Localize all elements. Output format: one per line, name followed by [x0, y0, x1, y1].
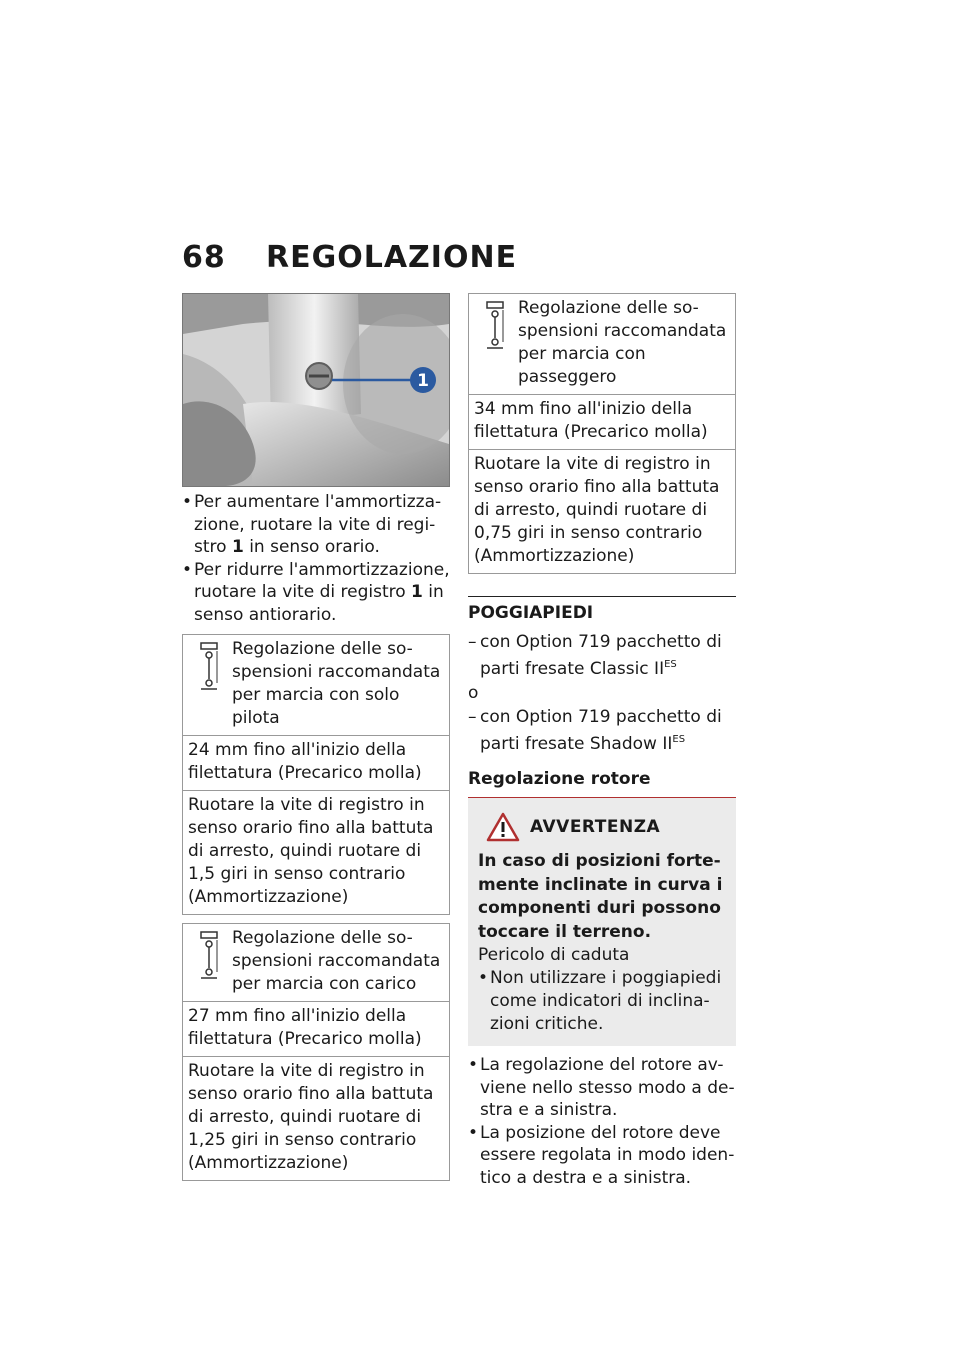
- list-item: • Per aumentare l'ammortizza-zione, ruotare la vite di regi-stro 1 in senso orario.: [182, 492, 442, 557]
- section-divider: [468, 596, 736, 597]
- setting-instruction: Ruotare la vite di registro in senso orario fino alla battuta di arresto, quindi ruotare di 1,5 giri in senso contrario (Ammortizzazione): [183, 790, 449, 914]
- warning-statement: In caso di posizioni forte-mente inclinate in curva i componenti duri possono toccare il terreno.: [478, 851, 723, 942]
- right-column: [468, 293, 736, 1189]
- setting-heading: Regolazione delle so- spensioni raccomandata per marcia con solo pilota: [183, 635, 449, 735]
- warning-label: AVVERTENZA: [530, 816, 661, 837]
- list-item: • Per ridurre l'ammortizzazione, ruotare la vite di registro 1 in senso antiorario.: [182, 559, 450, 625]
- warning-bullet: • Non utilizzare i poggiapiedi come indicatori di inclina-zioni critiche.: [478, 968, 722, 1034]
- setting-box-solo-rider: [182, 634, 450, 915]
- page-number: 68: [182, 240, 226, 275]
- bullet-icon: •: [182, 559, 193, 580]
- page-title: REGOLAZIONE: [266, 240, 518, 275]
- list-item: • La posizione del rotore deve essere regolata in modo iden-tico a destra e a sinistra.: [468, 1122, 735, 1188]
- bullet-icon: •: [468, 1122, 479, 1143]
- adjustment-bullets: [182, 491, 450, 626]
- reference-number: 1: [411, 582, 423, 602]
- bullet-icon: •: [182, 492, 193, 512]
- subsection-title: Regolazione rotore: [468, 767, 736, 798]
- setting-instruction: Ruotare la vite di registro in senso orario fino alla battuta di arresto, quindi ruotare di 1,25 giri in senso contrario (Ammortizzazione): [183, 1056, 449, 1180]
- dash-icon: –: [468, 632, 477, 652]
- warning-risk: Pericolo di caduta: [478, 945, 630, 965]
- setting-value: 27 mm fino all'inizio della filettatura (Precarico molla): [183, 1001, 449, 1056]
- rotor-bullets: [468, 1054, 736, 1189]
- setting-heading: Regolazione delle so- spensioni raccomandata per marcia con passeggero: [469, 294, 735, 394]
- photo-illustration: [183, 294, 449, 486]
- setting-instruction: Ruotare la vite di registro in senso orario fino alla battuta di arresto, quindi ruotare di 0,75 giri in senso contrario (Ammortizzazione): [469, 449, 735, 573]
- warning-box: [468, 798, 736, 1046]
- setting-box-passenger: [468, 293, 736, 574]
- warning-triangle-icon: [486, 812, 520, 842]
- reference-number: 1: [231, 537, 244, 557]
- option-item: – con Option 719 pacchetto di parti fresate Classic $II^{ES}$: [468, 632, 722, 679]
- suspension-icon: [197, 930, 221, 980]
- list-item: • La regolazione del rotore av-viene nello stesso modo a de-stra e a sinistra.: [468, 1055, 735, 1120]
- left-column: [182, 293, 450, 1181]
- suspension-icon: [197, 641, 221, 691]
- setting-box-load: [182, 923, 450, 1181]
- section-title: POGGIAPIEDI: [468, 603, 594, 623]
- shock-absorber-photo: [182, 293, 450, 487]
- dash-icon: –: [468, 707, 477, 727]
- suspension-icon: [483, 300, 507, 350]
- setting-heading: Regolazione delle so- spensioni raccomandata per marcia con carico: [183, 924, 449, 1001]
- bullet-icon: •: [468, 1055, 479, 1075]
- page-header: [182, 240, 517, 280]
- bullet-icon: •: [478, 968, 489, 988]
- callout-number: 1: [417, 371, 429, 391]
- warning-header: [486, 812, 726, 842]
- setting-value: 24 mm fino all'inizio della filettatura (Precarico molla): [183, 735, 449, 790]
- or-separator: o: [468, 683, 479, 703]
- option-item: – con Option 719 pacchetto di parti fresate Shadow $II^{ES}$: [468, 707, 722, 754]
- setting-value: 34 mm fino all'inizio della filettatura (Precarico molla): [469, 394, 735, 449]
